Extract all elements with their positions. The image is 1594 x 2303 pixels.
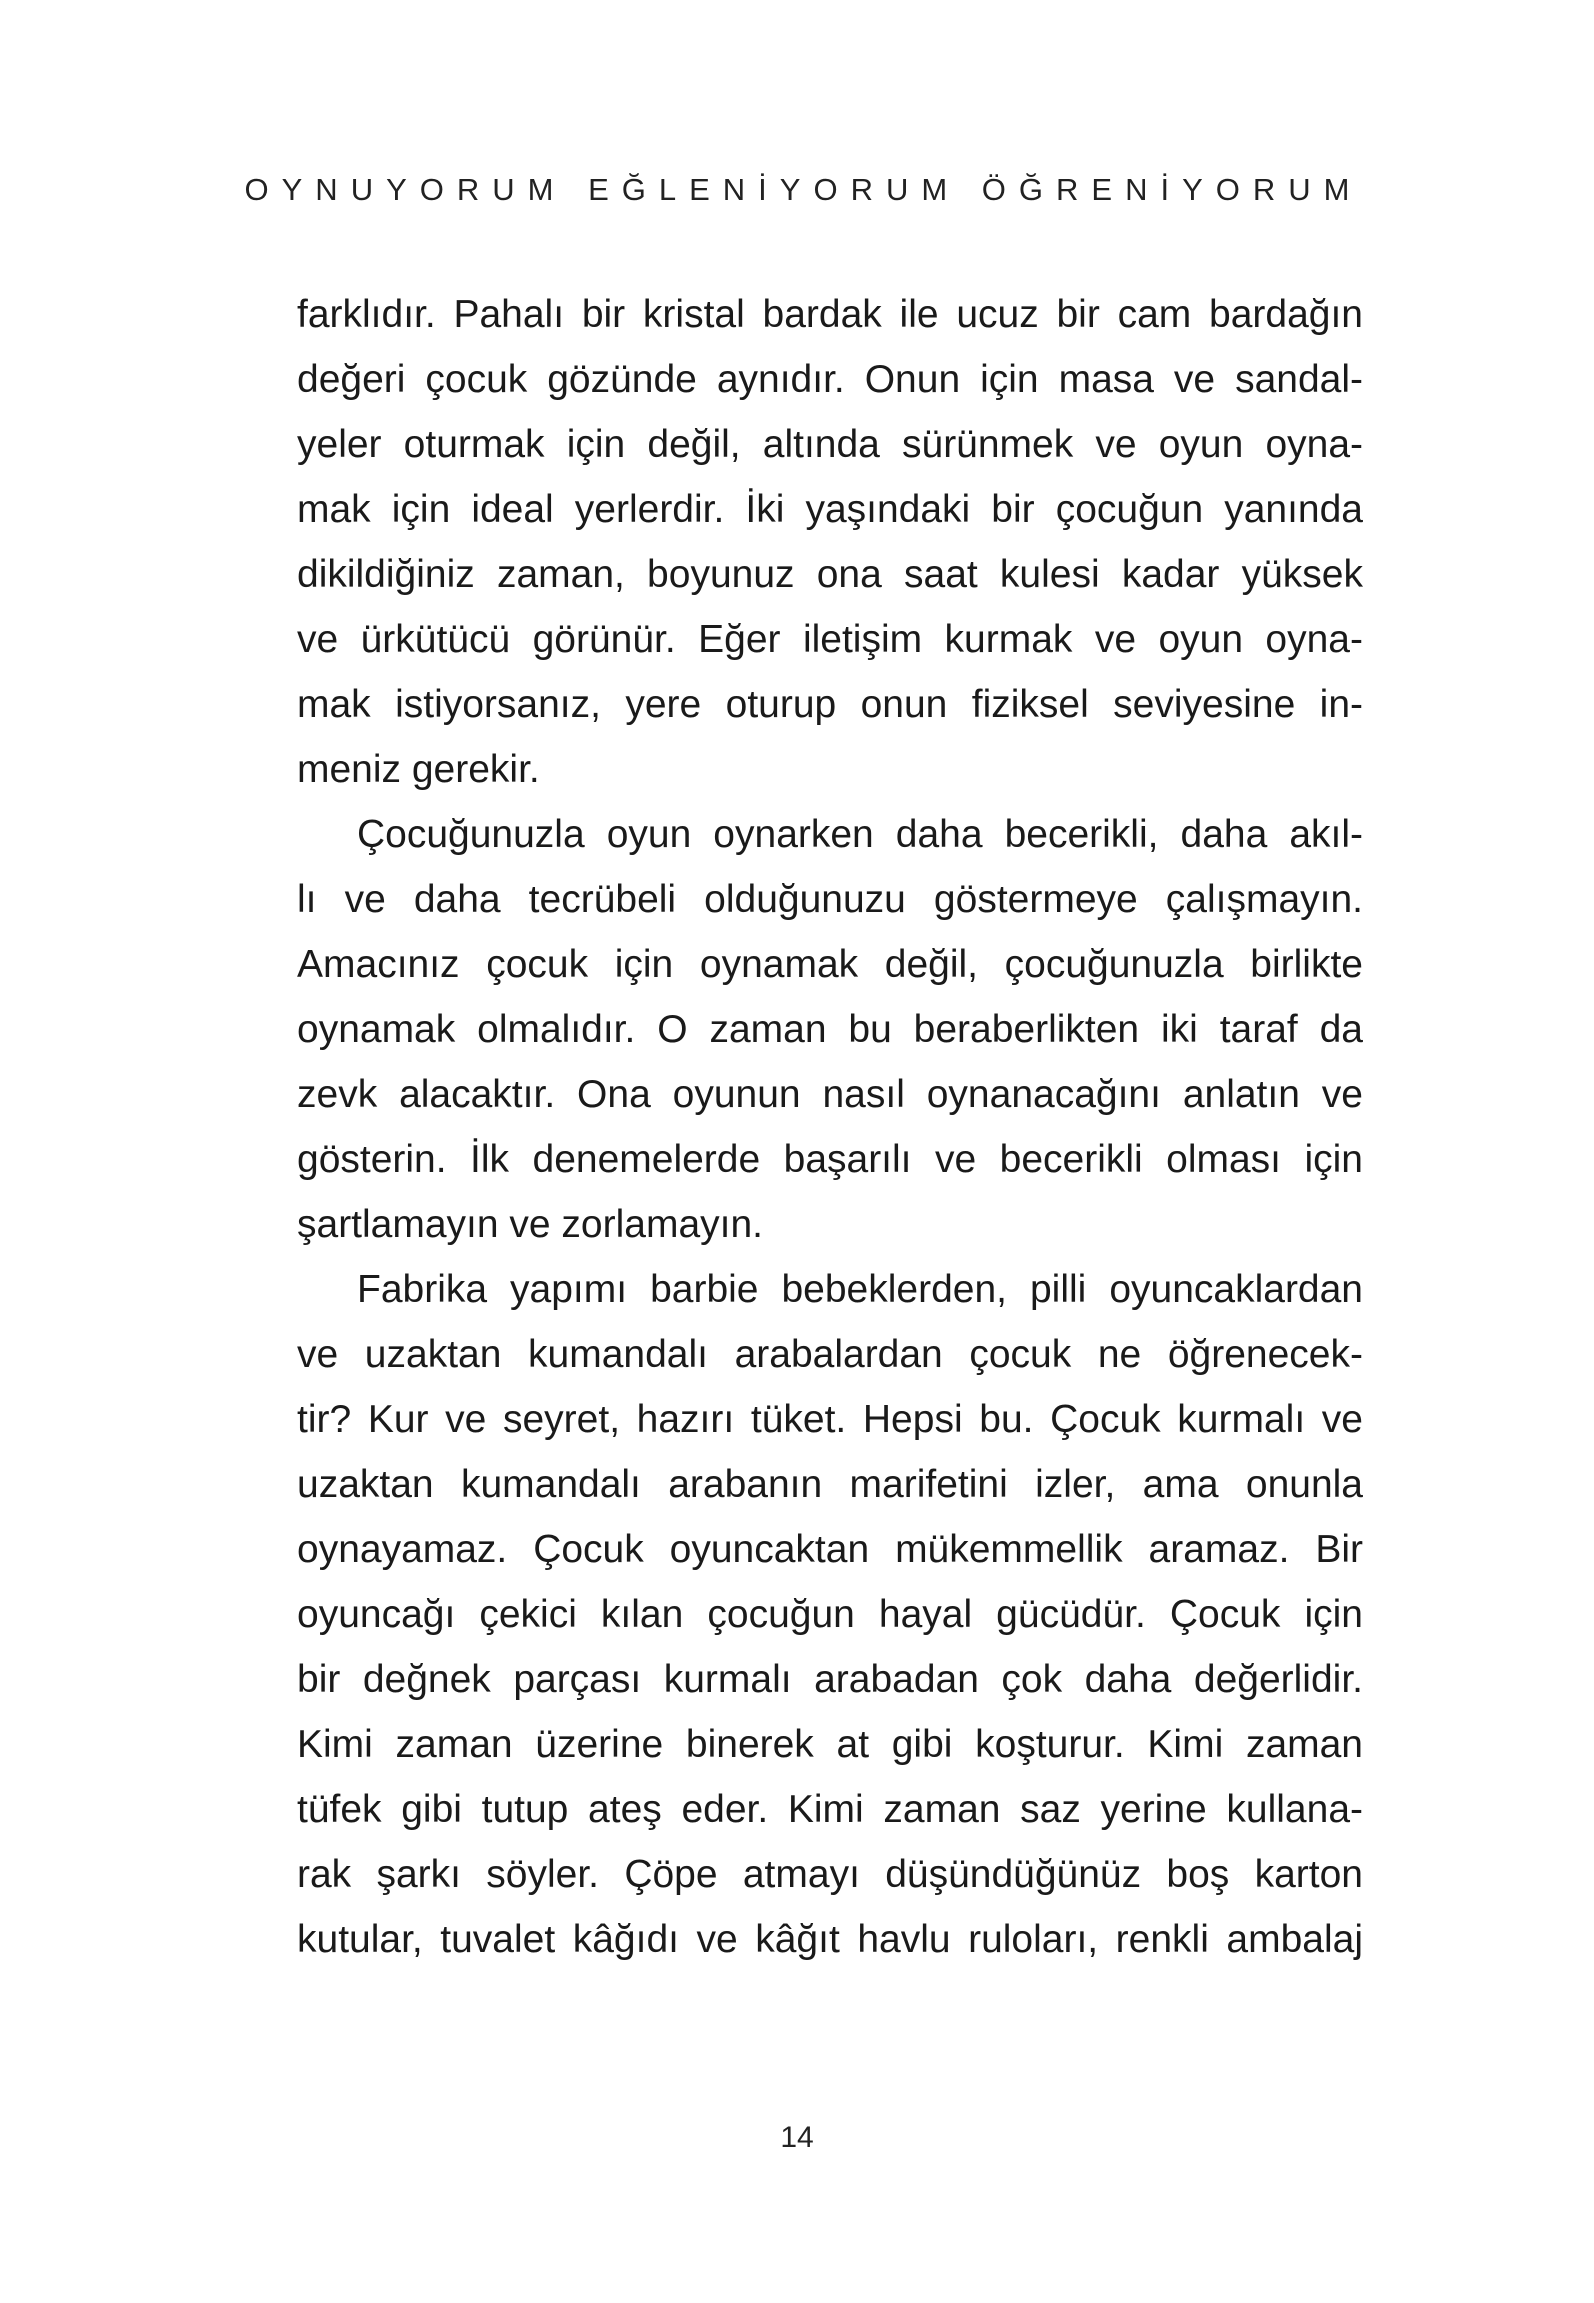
text-line: değeri çocuk gözünde aynıdır. Onun için masa ve sandal- [297, 358, 1363, 401]
body-text [297, 282, 1363, 1972]
text-line: Amacınız çocuk için oynamak değil, çocuğunuzla birlikte [297, 943, 1363, 986]
text-line: gösterin. İlk denemelerde başarılı ve becerikli olması için [297, 1138, 1363, 1181]
text-line: mak istiyorsanız, yere oturup onun fiziksel seviyesine in- [297, 683, 1363, 726]
text-line: dikildiğiniz zaman, boyunuz ona saat kulesi kadar yüksek [297, 553, 1363, 596]
text-line: şartlamayın ve zorlamayın. [297, 1203, 764, 1246]
text-line: oynamak olmalıdır. O zaman bu beraberlikten iki taraf da [297, 1008, 1363, 1051]
text-line: uzaktan kumandalı arabanın marifetini izler, ama onunla [297, 1463, 1363, 1506]
running-header: OYNUYORUM EĞLENİYORUM ÖĞRENİYORUM [244, 172, 1363, 207]
page-number: 14 [780, 2121, 814, 2154]
text-line: zevk alacaktır. Ona oyunun nasıl oynanacağını anlatın ve [297, 1073, 1363, 1116]
text-line: yeler oturmak için değil, altında sürünmek ve oyun oyna- [297, 423, 1363, 466]
text-line: tir? Kur ve seyret, hazırı tüket. Hepsi bu. Çocuk kurmalı ve [297, 1398, 1363, 1441]
text-line: lı ve daha tecrübeli olduğunuzu göstermeye çalışmayın. [297, 878, 1363, 921]
paragraph-start-line: Fabrika yapımı barbie bebeklerden, pilli oyuncaklardan [357, 1268, 1363, 1311]
text-line: rak şarkı söyler. Çöpe atmayı düşündüğünüz boş karton [297, 1853, 1363, 1896]
text-line: ve uzaktan kumandalı arabalardan çocuk ne öğrenecek- [297, 1333, 1363, 1376]
text-line: kutular, tuvalet kâğıdı ve kâğıt havlu ruloları, renkli ambalaj [297, 1918, 1363, 1961]
text-line: oynayamaz. Çocuk oyuncaktan mükemmellik aramaz. Bir [297, 1528, 1363, 1571]
text-line: ve ürkütücü görünür. Eğer iletişim kurmak ve oyun oyna- [297, 618, 1363, 661]
text-line: oyuncağı çekici kılan çocuğun hayal gücüdür. Çocuk için [297, 1593, 1363, 1636]
text-line: meniz gerekir. [297, 748, 540, 791]
text-line: Kimi zaman üzerine binerek at gibi koşturur. Kimi zaman [297, 1723, 1363, 1766]
paragraph-start-line: Çocuğunuzla oyun oynarken daha becerikli, daha akıl- [357, 813, 1363, 856]
text-line: mak için ideal yerlerdir. İki yaşındaki bir çocuğun yanında [297, 488, 1363, 531]
text-line: tüfek gibi tutup ateş eder. Kimi zaman saz yerine kullana- [297, 1788, 1363, 1831]
text-line: farklıdır. Pahalı bir kristal bardak ile ucuz bir cam bardağın [297, 293, 1363, 336]
text-line: bir değnek parçası kurmalı arabadan çok daha değerlidir. [297, 1658, 1363, 1701]
